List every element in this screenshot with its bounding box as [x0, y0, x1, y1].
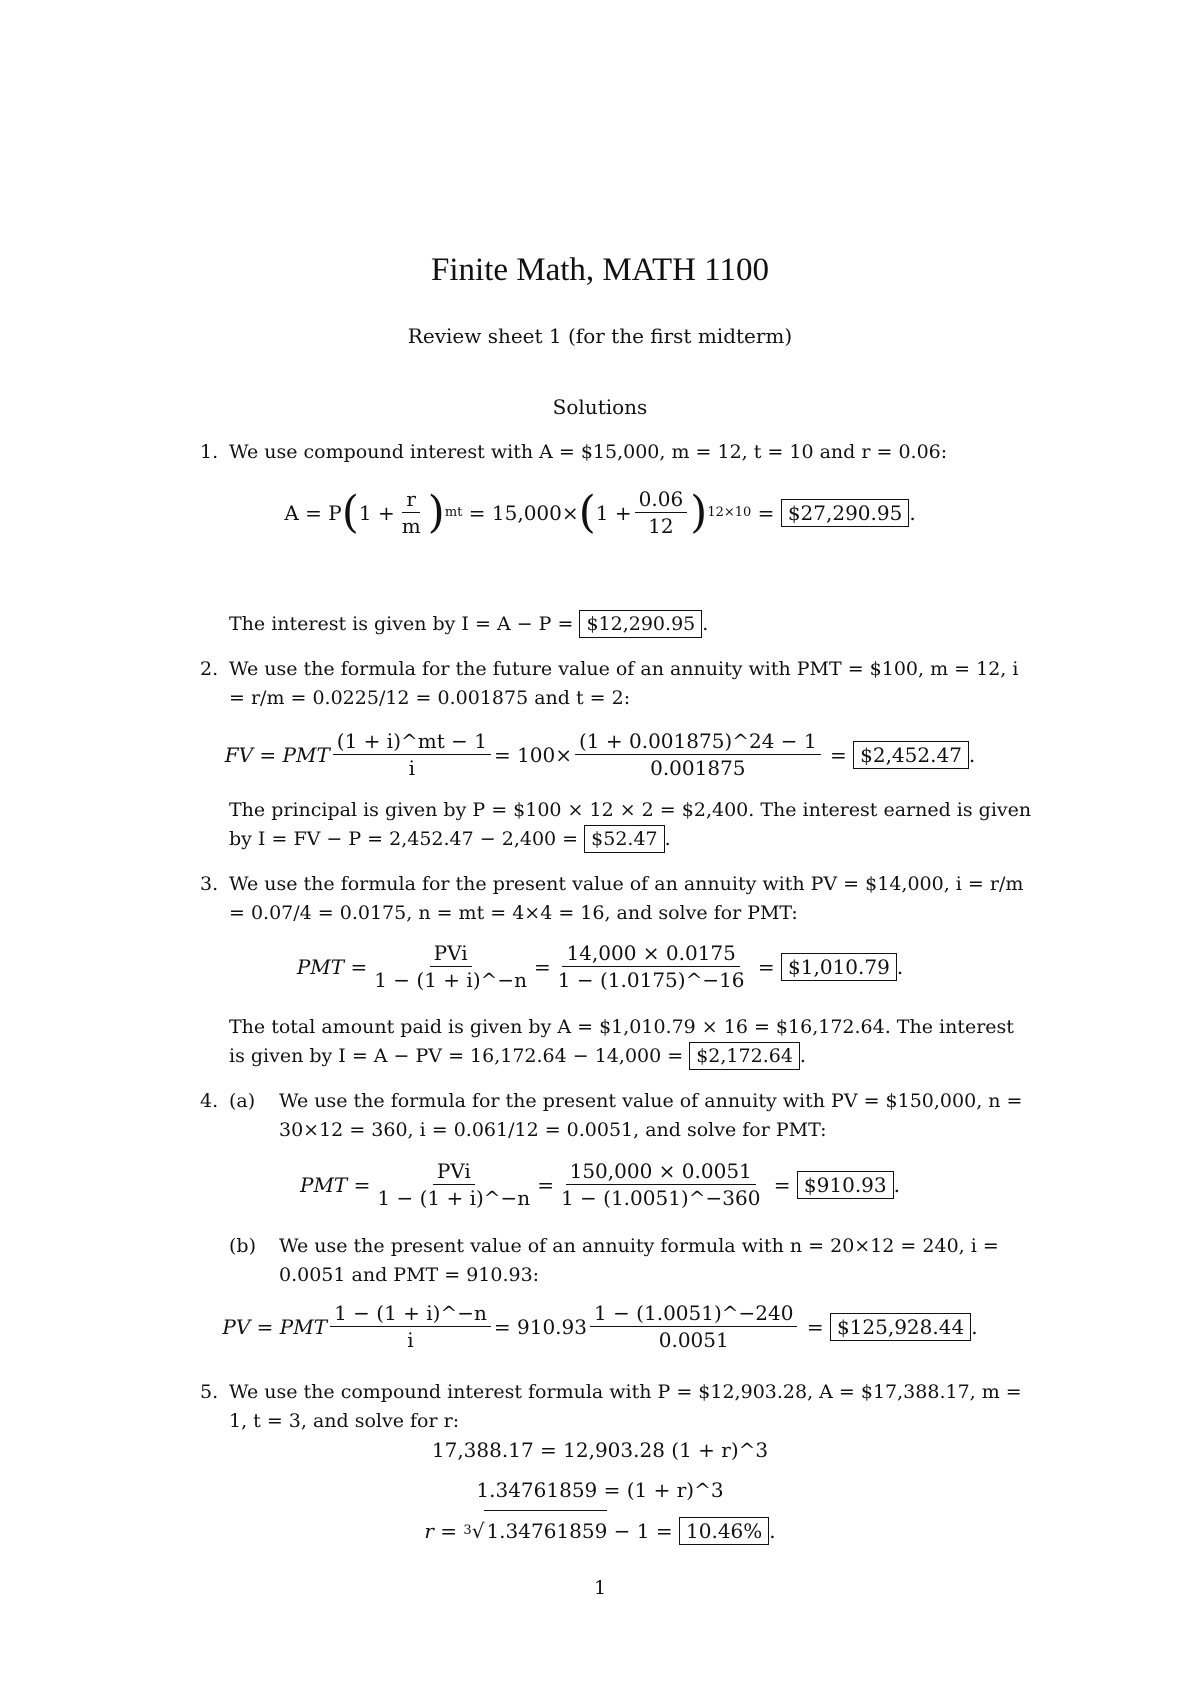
eq-line-1: 17,388.17 = 12,903.28 (1 + r)^3	[431, 1438, 769, 1462]
boxed-answer: $52.47	[584, 825, 664, 853]
frac-numerator: (1 + i)^mt − 1	[333, 728, 491, 755]
subproblem-label: (b)	[229, 1235, 256, 1257]
subproblem-b	[229, 1232, 1035, 1290]
boxed-answer: 10.46%	[679, 1517, 769, 1545]
frac-denominator: 0.001875	[650, 756, 746, 780]
problem-4b	[200, 1232, 1035, 1290]
problem-2-principal: The principal is given by P = $100 × 12 × 2 = $2,400. The interest earned is given by I = FV − P = 2,452.47 − 2,400 = $52.47 .	[200, 796, 1035, 854]
eq-lhs: r =	[424, 1518, 458, 1543]
page-subtitle: Review sheet 1 (for the first midterm)	[407, 324, 793, 348]
frac-denominator: 1 − (1.0175)^−16	[557, 968, 745, 992]
boxed-answer: $2,452.47	[853, 741, 969, 769]
problem-number: 4.	[200, 1090, 219, 1112]
frac-numerator: 1 − (1.0051)^−240	[590, 1300, 797, 1327]
frac-numerator: (1 + 0.001875)^24 − 1	[575, 728, 821, 755]
eq-lhs: PV = PMT	[222, 1314, 328, 1339]
eq-lhs: PMT =	[300, 1172, 371, 1197]
problem-1	[200, 438, 1035, 467]
principal-text: The principal is given by P = $100 × 12 × 2 = $2,400. The interest earned is given by I = FV − P = 2,452.47 − 2,400 =	[229, 799, 1032, 850]
problem-intro: We use compound interest with A = $15,000, m = 12, t = 10 and r = 0.06:	[229, 441, 948, 463]
frac-denominator: i	[407, 1328, 414, 1352]
boxed-answer: $12,290.95	[579, 610, 702, 638]
eq-mid: = 15,000×	[468, 500, 579, 525]
frac-denominator: 1 − (1 + i)^−n	[374, 968, 528, 992]
frac-denominator: 1 − (1 + i)^−n	[377, 1186, 531, 1210]
subproblem-intro: We use the formula for the present value of annuity with PV = $150,000, n = 30×12 = 360, i = 0.061/12 = 0.0051, and solve for PMT:	[279, 1090, 1023, 1141]
equation-1: A = P ( 1 + $\frac{r}{m}$ ) mt = 15,000× ( 1 + $\frac{0.06}{12}$ ) 12×10 = $27,290.95 .	[284, 486, 916, 538]
subproblem-intro: We use the present value of an annuity formula with n = 20×12 = 240, i = 0.0051 and PMT = 910.93:	[279, 1235, 999, 1286]
frac-numerator: PVi	[430, 940, 472, 967]
frac-numerator: PVi	[433, 1158, 475, 1185]
problem-intro: We use the formula for the present value of an annuity with PV = $14,000, i = r/m = 0.07/4 = 0.0175, n = mt = 4×4 = 16, and solve for PMT:	[229, 873, 1024, 924]
equation-3: PMT = $\frac{\text{PVi}}{1 - (1 + i)\^{}-n}$ = $\frac{14,000 \times 0.0175}{1 - (1.0175)\^{}-16}$ = $1,010.79 .	[296, 941, 904, 992]
radicand: 1.34761859	[484, 1510, 607, 1551]
boxed-answer: $910.93	[797, 1171, 894, 1199]
eq-lhs: A = P	[284, 500, 342, 525]
eq-mid: = 910.93	[493, 1314, 587, 1339]
boxed-answer: $1,010.79	[781, 953, 897, 981]
problem-intro: We use the compound interest formula with P = $12,903.28, A = $17,388.17, m = 1, t = 3, and solve for r:	[229, 1381, 1022, 1432]
equation-2: FV = PMT $\frac{(1 + i)\^{}mt - 1}{i}$ = 100× $\frac{(1 + 0.001875)\^{}24 - 1}{0.001875}$ = $2,452.47 .	[224, 729, 976, 780]
problem-number: 2.	[200, 658, 219, 680]
eq-lhs: PMT =	[296, 954, 368, 979]
problem-3-total: The total amount paid is given by A = $1,010.79 × 16 = $16,172.64. The interest is given by I = A − PV = 16,172.64 − 14,000 = $2,172.64 .	[200, 1013, 1035, 1071]
eq-mid: = 100×	[493, 742, 572, 767]
subproblem-a	[229, 1087, 1035, 1145]
boxed-answer: $2,172.64	[689, 1042, 800, 1070]
frac-numerator: 150,000 × 0.0051	[566, 1158, 756, 1185]
eq-lhs: FV = PMT	[224, 742, 330, 767]
boxed-answer: $27,290.95	[781, 499, 910, 527]
frac-denominator: 12	[648, 514, 674, 538]
frac-numerator: 14,000 × 0.0175	[562, 940, 739, 967]
problem-4	[200, 1087, 1035, 1145]
page-number: 1	[593, 1577, 607, 1599]
frac-numerator: r	[402, 486, 420, 513]
frac-numerator: 0.06	[635, 486, 688, 513]
equation-4b: PV = PMT $\frac{1 - (1 + i)\^{}-n}{i}$ = 910.93 $\frac{1 - (1.0051)\^{}-240}{0.0051}$ = $125,928.44 .	[222, 1301, 978, 1352]
problem-2	[200, 655, 1035, 713]
interest-text: The interest is given by I = A − P =	[229, 613, 574, 635]
problem-3	[200, 870, 1035, 928]
boxed-answer: $125,928.44	[830, 1313, 971, 1341]
equation-4a: PMT = $\frac{\text{PVi}}{1 - (1 + i)\^{}-n}$ = $\frac{150,000 \times 0.0051}{1 - (1.0051)\^{}-360}$ = $910.93 .	[300, 1159, 900, 1210]
problem-1-interest: The interest is given by I = A − P = $12,290.95 .	[200, 610, 1035, 639]
problem-number: 1.	[200, 441, 219, 463]
frac-denominator: 0.0051	[658, 1328, 729, 1352]
total-text: The total amount paid is given by A = $1,010.79 × 16 = $16,172.64. The interest is given by I = A − PV = 16,172.64 − 14,000 =	[229, 1016, 1014, 1067]
subproblem-label: (a)	[229, 1090, 256, 1112]
eq-rest: − 1 =	[613, 1518, 673, 1543]
equation-5: 17,388.17 = 12,903.28 (1 + r)^3 1.34761859 = (1 + r)^3 r = 3 √ 1.34761859 − 1 = 10.46% .	[0, 1430, 1200, 1551]
page-title: Finite Math, MATH 1100	[431, 252, 769, 288]
cube-root: 3 √ 1.34761859	[463, 1510, 607, 1551]
frac-numerator: 1 − (1 + i)^−n	[330, 1300, 491, 1327]
eq-line-2: 1.34761859 = (1 + r)^3	[476, 1478, 724, 1502]
section-heading: Solutions	[552, 395, 648, 419]
frac-denominator: i	[408, 756, 416, 780]
problem-intro: We use the formula for the future value of an annuity with PMT = $100, m = 12, i = r/m = 0.0225/12 = 0.001875 and t = 2:	[229, 658, 1019, 709]
frac-denominator: 1 − (1.0051)^−360	[560, 1186, 761, 1210]
problem-5	[200, 1378, 1035, 1436]
frac-denominator: m	[401, 514, 421, 538]
problem-number: 3.	[200, 873, 219, 895]
problem-number: 5.	[200, 1381, 219, 1403]
